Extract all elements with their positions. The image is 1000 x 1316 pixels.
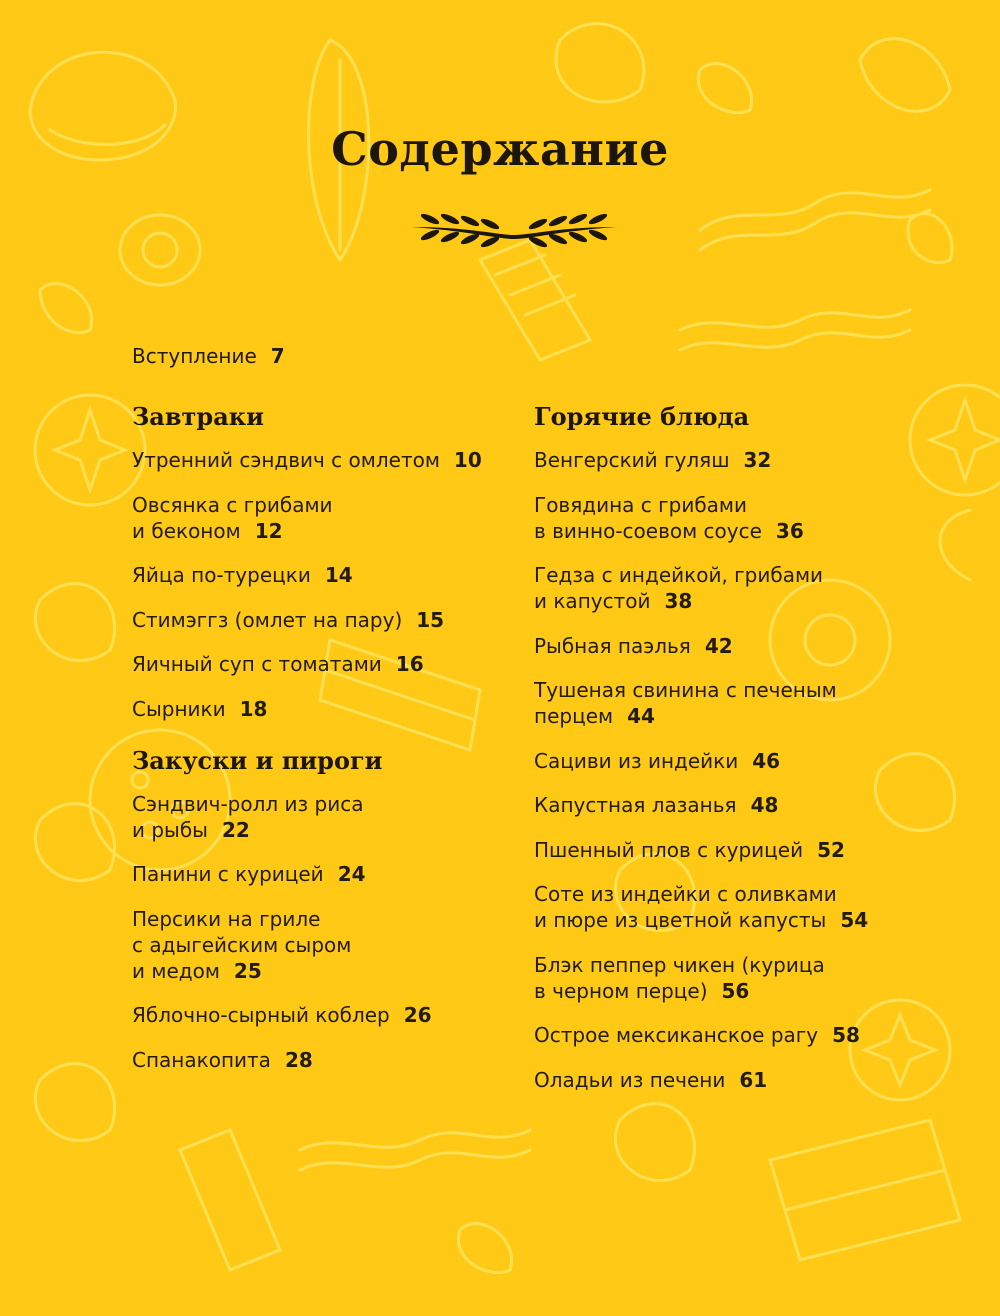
section-heading: Горячие блюда [534, 402, 750, 431]
entry-label [132, 492, 572, 518]
page-number: 52 [817, 837, 845, 862]
entry-label-text: Сэндвич-ролл из риса [132, 791, 364, 816]
entry-label-text: Стимэггз (омлет на пару) [132, 607, 403, 632]
page-number: 32 [743, 448, 772, 472]
entry-label-text: и медом [132, 958, 220, 983]
laurel-branch-icon [408, 205, 620, 255]
entry-label [534, 907, 974, 933]
page-number: 25 [233, 958, 262, 983]
section-heading: Завтраки [132, 402, 264, 431]
toc-entry[interactable] [132, 1002, 572, 1028]
toc-entry[interactable] [534, 881, 974, 933]
entry-label [534, 633, 974, 659]
page-number: 54 [840, 908, 869, 932]
page-number: 38 [664, 589, 693, 613]
page-number: 26 [403, 1003, 432, 1027]
toc-entry[interactable] [534, 562, 974, 614]
toc-entry[interactable] [534, 837, 974, 863]
entry-label [534, 492, 974, 518]
entry-label-text: Рыбная паэлья [534, 633, 691, 658]
page-number: 22 [221, 817, 250, 842]
toc-intro-entry[interactable] [132, 344, 285, 368]
page-number: 18 [239, 696, 268, 721]
entry-label [132, 1002, 572, 1028]
entry-label-text: в винно-соевом соусе [534, 518, 762, 543]
page-number: 36 [775, 518, 804, 543]
entry-label-text: Острое мексиканское рагу [534, 1023, 819, 1047]
page-number: 42 [704, 633, 733, 658]
entry-label-text: Сырники [132, 696, 226, 721]
toc-entry[interactable] [534, 952, 974, 1004]
entry-label [534, 881, 974, 907]
entry-label-text: и беконом [132, 518, 241, 543]
entry-label [534, 703, 974, 729]
toc-entry[interactable] [132, 906, 572, 984]
entry-label [132, 958, 572, 984]
toc-entry[interactable] [132, 562, 572, 588]
entry-label [534, 677, 974, 703]
page-number: 10 [453, 448, 482, 472]
toc-entry[interactable] [534, 792, 974, 818]
page-number: 7 [270, 344, 285, 368]
page-number: 56 [721, 978, 750, 1003]
entry-label [534, 1067, 974, 1093]
entry-label-text: с адыгейским сыром [132, 932, 352, 957]
entry-label: Вступление [132, 344, 257, 368]
entry-label [534, 447, 974, 473]
entry-label-text: Яблочно-сырный коблер [132, 1003, 390, 1027]
entry-label-text: Сациви из индейки [534, 748, 739, 773]
entry-label-text: Капустная лазанья [534, 793, 737, 817]
toc-entry[interactable] [534, 633, 974, 659]
entry-label [132, 518, 572, 544]
toc-entry[interactable] [534, 677, 974, 729]
entry-label-text: Овсянка с грибами [132, 492, 333, 517]
entry-label [132, 1047, 572, 1073]
entry-label-text: Спанакопита [132, 1047, 271, 1072]
entry-label-text: перцем [534, 704, 614, 728]
page-number: 15 [416, 607, 445, 632]
toc-entry[interactable] [534, 447, 974, 473]
page-number: 46 [752, 748, 781, 773]
toc-entry[interactable] [534, 492, 974, 544]
page-number: 58 [832, 1023, 860, 1047]
entry-label [132, 906, 572, 932]
entry-label-text: Яичный суп с томатами [132, 652, 382, 676]
entry-label-text: Соте из индейки с оливками [534, 882, 837, 906]
entry-label [534, 748, 974, 774]
toc-entry[interactable] [132, 791, 572, 843]
entry-label [534, 952, 974, 978]
toc-entry[interactable] [534, 1022, 974, 1048]
entry-label-text: Персики на гриле [132, 906, 321, 931]
entry-label [132, 861, 572, 887]
entry-label [534, 837, 974, 863]
toc-entry[interactable] [132, 651, 572, 677]
page-number: 24 [337, 862, 366, 886]
entry-label-text: и рыбы [132, 817, 208, 842]
toc-entry[interactable] [132, 861, 572, 887]
entry-label [132, 607, 572, 633]
entry-label-text: Панини с курицей [132, 862, 324, 886]
entry-label [534, 588, 974, 614]
page-number: 14 [324, 563, 353, 587]
entry-label [132, 651, 572, 677]
entry-label [132, 447, 572, 473]
entry-label [534, 1022, 974, 1048]
entry-label [132, 791, 572, 817]
toc-entry[interactable] [132, 447, 572, 473]
entry-label-text: Блэк пеппер чикен (курица [534, 952, 825, 977]
entry-label-text: Яйца по-турецки [132, 563, 311, 587]
page-number: 12 [254, 518, 283, 543]
toc-entry[interactable] [132, 696, 572, 722]
entry-label [132, 696, 572, 722]
entry-label-text: Оладьи из печени [534, 1067, 726, 1092]
entry-label-text: Говядина с грибами [534, 492, 747, 517]
entry-label [534, 978, 974, 1004]
page-number: 28 [284, 1047, 313, 1072]
entry-label-text: Тушеная свинина с печеным [534, 678, 837, 702]
page-number: 61 [739, 1067, 768, 1092]
page-number: 48 [750, 793, 779, 817]
page-number: 44 [627, 704, 655, 728]
entry-label [132, 562, 572, 588]
page-title: Содержание [331, 122, 669, 176]
page-number: 16 [395, 652, 424, 676]
entry-label-text: Венгерский гуляш [534, 448, 730, 472]
entry-label [132, 817, 572, 843]
entry-label-text: в черном перце) [534, 978, 708, 1003]
entry-label-text: Пшенный плов с курицей [534, 837, 804, 862]
toc-column-left [132, 400, 572, 1091]
entry-label-text: Гедза с индейкой, грибами [534, 563, 824, 587]
entry-label [132, 932, 572, 958]
section-heading: Закуски и пироги [132, 745, 383, 775]
toc-entry[interactable] [534, 748, 974, 774]
entry-label-text: Утренний сэндвич с омлетом [132, 448, 440, 472]
entry-label [534, 792, 974, 818]
toc-entry[interactable] [132, 1047, 572, 1073]
toc-entry[interactable] [132, 492, 572, 544]
entry-label [534, 562, 974, 588]
toc-entry[interactable] [534, 1067, 974, 1093]
toc-column-right [534, 400, 974, 1111]
entry-label-text: и капустой [534, 589, 651, 613]
entry-label [534, 518, 974, 544]
entry-label-text: и пюре из цветной капусты [534, 908, 827, 932]
toc-entry[interactable] [132, 607, 572, 633]
